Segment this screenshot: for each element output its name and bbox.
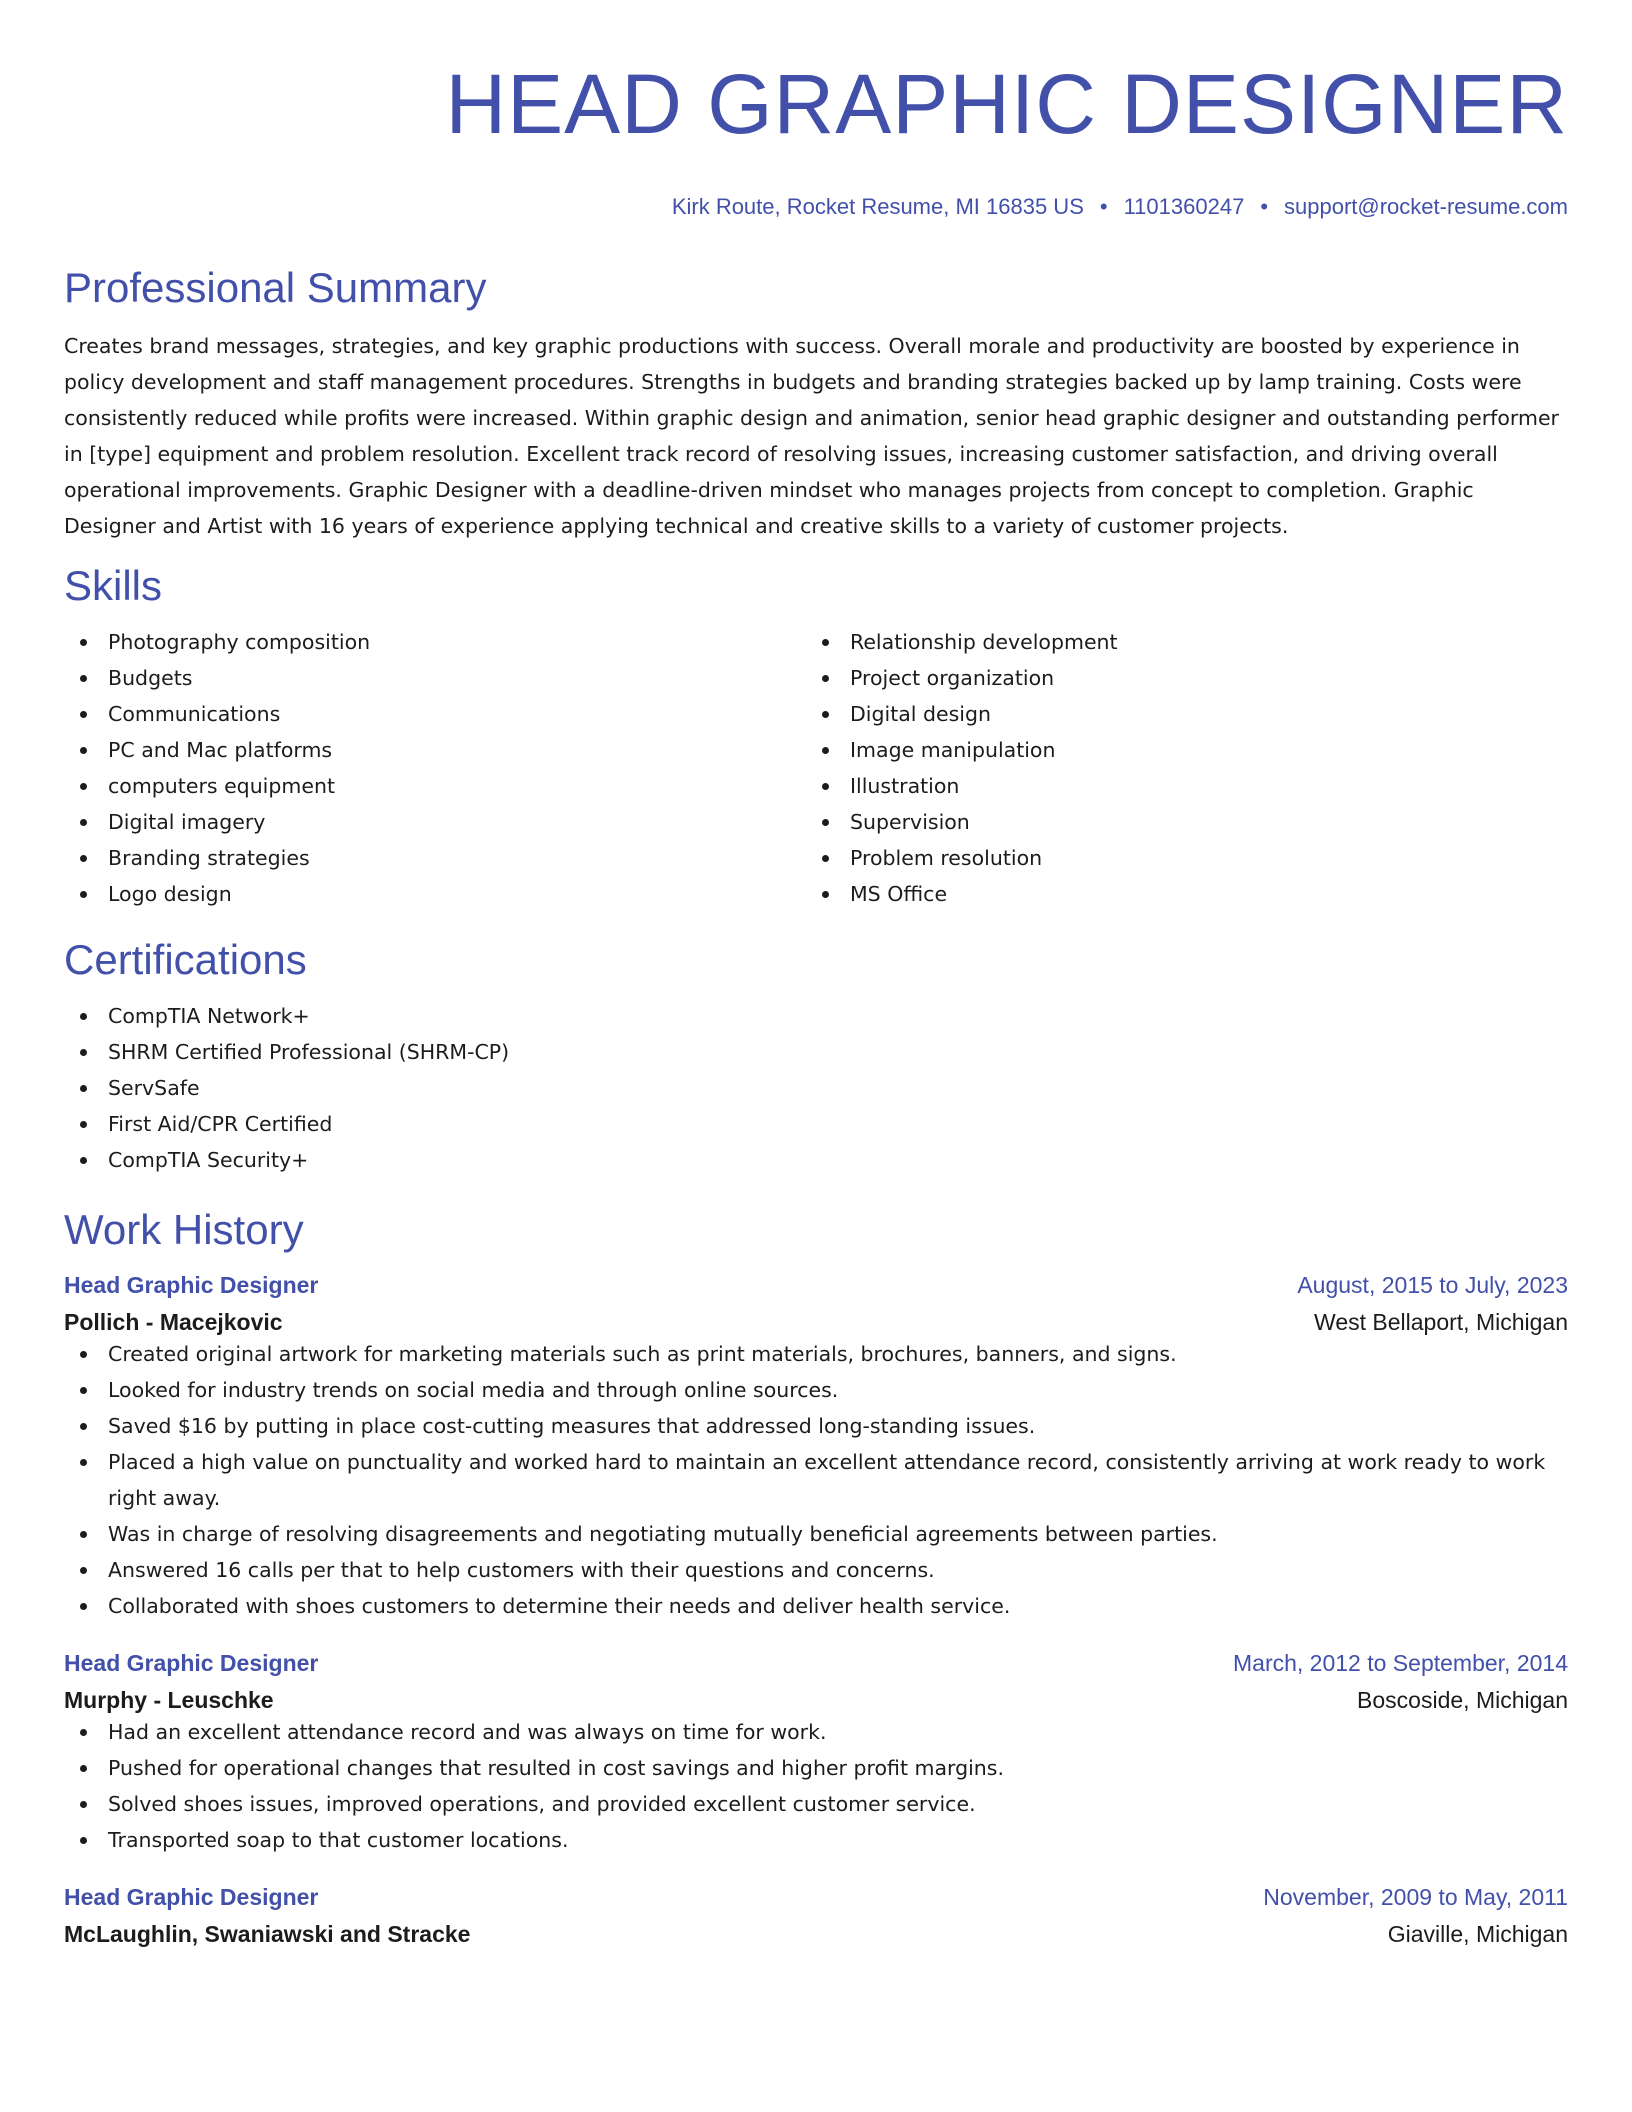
address: Kirk Route, Rocket Resume, MI 16835 US	[671, 194, 1084, 219]
skill-item: PC and Mac platforms	[64, 732, 806, 768]
job-company: Murphy - Leuschke	[64, 1687, 274, 1713]
phone[interactable]: 1101360247	[1123, 194, 1245, 219]
skills-column-left	[64, 624, 806, 912]
job-duties-list	[64, 1336, 1568, 1624]
certifications-heading: Certifications	[64, 936, 307, 983]
job-location: Boscoside, Michigan	[1357, 1687, 1568, 1713]
skill-item: Illustration	[806, 768, 1548, 804]
separator-dot: •	[1099, 194, 1108, 219]
skill-item: Supervision	[806, 804, 1548, 840]
job-employer-row	[64, 1921, 1568, 1948]
skill-item: Photography composition	[64, 624, 806, 660]
skills-list	[64, 624, 1568, 912]
job-title: Head Graphic Designer	[64, 1884, 319, 1910]
certification-item: First Aid/CPR Certified	[64, 1106, 1568, 1142]
job-title: Head Graphic Designer	[64, 1272, 319, 1298]
separator-dot: •	[1260, 194, 1269, 219]
skill-item: Problem resolution	[806, 840, 1548, 876]
skill-item: Project organization	[806, 660, 1548, 696]
job-entry	[64, 1884, 1568, 1948]
certifications-list	[64, 998, 1568, 1178]
skill-item: Image manipulation	[806, 732, 1548, 768]
skill-item: Digital imagery	[64, 804, 806, 840]
job-entry	[64, 1272, 1568, 1624]
job-company: Pollich - Macejkovic	[64, 1309, 283, 1335]
job-duty-item: Had an excellent attendance record and was always on time for work.	[64, 1714, 1568, 1750]
job-duty-item: Placed a high value on punctuality and worked hard to maintain an excellent attendance record, consistently arriving at work ready to work right away.	[64, 1444, 1568, 1516]
job-header	[64, 1272, 1568, 1299]
skill-item: Communications	[64, 696, 806, 732]
job-duty-item: Created original artwork for marketing materials such as print materials, brochures, banners, and signs.	[64, 1336, 1568, 1372]
job-header	[64, 1884, 1568, 1911]
skills-column-right	[806, 624, 1548, 912]
skill-item: Budgets	[64, 660, 806, 696]
job-duty-item: Pushed for operational changes that resulted in cost savings and higher profit margins.	[64, 1750, 1568, 1786]
job-duty-item: Transported soap to that customer locations.	[64, 1822, 1568, 1858]
skill-item: Logo design	[64, 876, 806, 912]
job-duty-item: Looked for industry trends on social media and through online sources.	[64, 1372, 1568, 1408]
skill-item: Digital design	[806, 696, 1548, 732]
job-location: Giaville, Michigan	[1387, 1921, 1568, 1947]
skill-item: computers equipment	[64, 768, 806, 804]
certification-item: CompTIA Network+	[64, 998, 1568, 1034]
contact-line	[64, 194, 1568, 220]
job-duty-item: Was in charge of resolving disagreements and negotiating mutually beneficial agreements between parties.	[64, 1516, 1568, 1552]
job-duty-item: Saved $16 by putting in place cost-cutting measures that addressed long-standing issues.	[64, 1408, 1568, 1444]
skill-item: Relationship development	[806, 624, 1548, 660]
job-title: Head Graphic Designer	[64, 1650, 319, 1676]
job-location: West Bellaport, Michigan	[1314, 1309, 1568, 1335]
job-dates: August, 2015 to July, 2023	[1297, 1272, 1568, 1298]
job-dates: November, 2009 to May, 2011	[1263, 1884, 1568, 1910]
work-history-heading: Work History	[64, 1206, 304, 1253]
email-link[interactable]: support@rocket-resume.com	[1284, 194, 1568, 219]
job-dates: March, 2012 to September, 2014	[1233, 1650, 1568, 1676]
job-title-heading: HEAD GRAPHIC DESIGNER	[445, 57, 1568, 151]
job-entry	[64, 1650, 1568, 1858]
job-company: McLaughlin, Swaniawski and Stracke	[64, 1921, 471, 1947]
job-duties-list	[64, 1714, 1568, 1858]
summary-heading: Professional Summary	[64, 264, 487, 311]
skills-heading: Skills	[64, 562, 163, 609]
job-duty-item: Collaborated with shoes customers to determine their needs and deliver health service.	[64, 1588, 1568, 1624]
skill-item: MS Office	[806, 876, 1548, 912]
job-employer-row	[64, 1309, 1568, 1336]
resume-page	[64, 0, 1568, 1948]
job-duty-item: Answered 16 calls per that to help customers with their questions and concerns.	[64, 1552, 1568, 1588]
job-duty-item: Solved shoes issues, improved operations, and provided excellent customer service.	[64, 1786, 1568, 1822]
skill-item: Branding strategies	[64, 840, 806, 876]
job-header	[64, 1650, 1568, 1677]
certification-item: ServSafe	[64, 1070, 1568, 1106]
summary-text: Creates brand messages, strategies, and key graphic productions with success. Overall morale and productivity are boosted by experience in policy development and staff management procedures. Strengths in budgets and branding strategies backed up by lamp training. Costs were consistently reduced while profits were increased. Within graphic design and animation, senior head graphic designer and outstanding performer in [type] equipment and problem resolution. Excellent track record of resolving issues, increasing customer satisfaction, and driving overall operational improvements. Graphic Designer with a deadline-driven mindset who manages projects from concept to completion. Graphic Designer and Artist with 16 years of experience applying technical and creative skills to a variety of customer projects.	[64, 334, 1559, 538]
certification-item: SHRM Certified Professional (SHRM-CP)	[64, 1034, 1568, 1070]
job-employer-row	[64, 1687, 1568, 1714]
certification-item: CompTIA Security+	[64, 1142, 1568, 1178]
